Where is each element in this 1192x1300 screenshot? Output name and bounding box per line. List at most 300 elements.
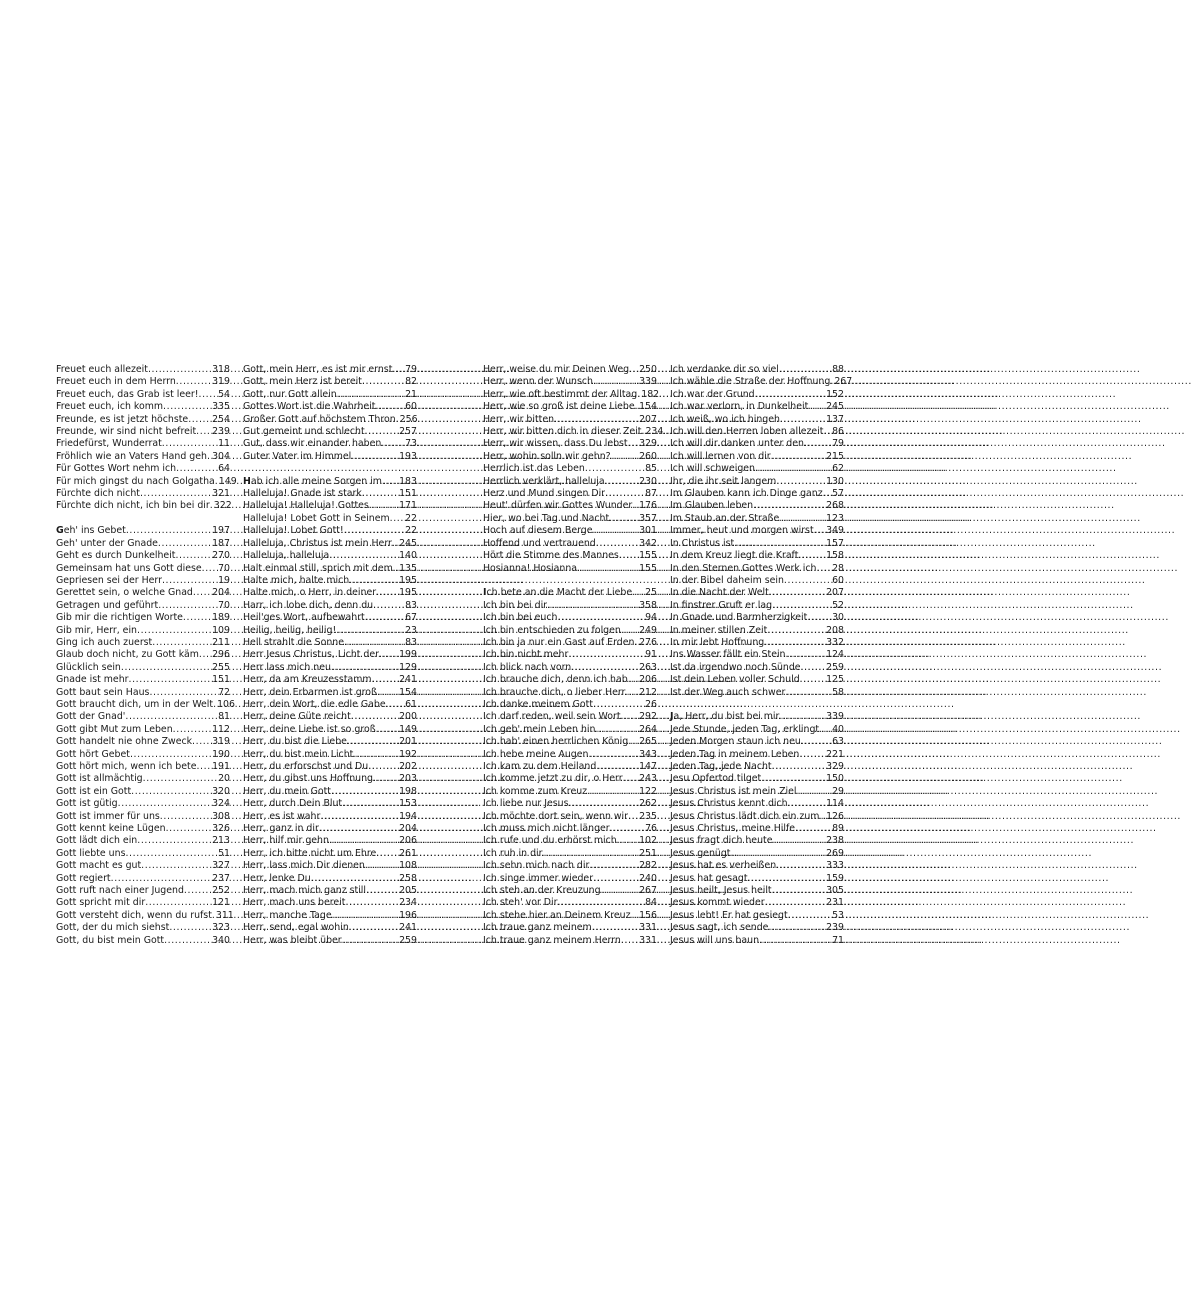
dot-leader	[148, 364, 211, 376]
index-entry	[56, 475, 237, 488]
entry-title: Freuet euch, ich komm	[56, 401, 164, 413]
entry-title: Herr, es ist wahr	[243, 810, 321, 822]
page-number: 339	[639, 376, 657, 388]
page-number: 84	[645, 897, 657, 909]
dot-leader	[755, 389, 825, 401]
index-entry	[56, 662, 230, 674]
entry-title: Gott ruft nach einer Jugend	[56, 885, 184, 897]
entry-title: In meiner stillen Zeit	[670, 624, 768, 636]
dot-leader	[345, 897, 398, 909]
index-entry	[243, 835, 417, 847]
dot-leader	[779, 513, 825, 525]
entry-title: Gott handelt nie ohne Zweck	[56, 736, 193, 748]
index-entry	[243, 910, 417, 922]
page-number: 331	[639, 922, 657, 934]
dot-leader	[347, 736, 398, 748]
dot-leader	[131, 786, 211, 798]
page-number: 71	[832, 934, 844, 946]
entry-title: Herr, manche Tage	[243, 909, 332, 921]
index-entry	[56, 500, 230, 512]
index-entry	[243, 811, 417, 823]
index-entry	[483, 897, 657, 909]
page-number: 154	[399, 686, 417, 698]
page-number: 61	[405, 698, 417, 710]
entry-title: Halleluja! Halleluja! Gottes	[243, 500, 369, 512]
entry-title: Jesus lebt! Er hat gesiegt	[670, 909, 788, 921]
page-number: 106	[217, 698, 235, 710]
page-number: 53	[832, 909, 844, 921]
index-entry	[56, 612, 230, 624]
page-number: 342	[639, 537, 657, 549]
index-column-3	[483, 364, 664, 947]
dot-leader	[776, 860, 825, 872]
index-entry	[243, 612, 417, 624]
index-entry	[670, 848, 844, 860]
index-entry	[670, 724, 844, 736]
page-number: 296	[212, 649, 230, 661]
index-entry	[670, 922, 844, 934]
entry-title: Gott versteht dich, wenn du rufst	[56, 909, 212, 921]
page-number: 63	[832, 736, 844, 748]
page-number: 149	[218, 475, 237, 487]
dot-leader	[621, 625, 638, 637]
entry-title: Ging ich auch zuerst	[56, 636, 153, 648]
page-number: 335	[212, 401, 230, 413]
dot-leader	[329, 550, 398, 562]
index-entry	[670, 538, 844, 550]
page-number: 251	[639, 847, 657, 859]
dot-leader	[784, 575, 831, 587]
index-entry	[483, 662, 657, 674]
index-entry	[483, 388, 660, 401]
dot-leader	[768, 922, 825, 934]
entry-title: Hoffend und vertrauend	[483, 537, 596, 549]
entry-title: Gemeinsam hat uns Gott diese	[56, 562, 202, 574]
dot-leader	[130, 749, 211, 761]
dot-leader	[611, 451, 638, 463]
index-entry	[483, 798, 657, 810]
page-number: 114	[826, 798, 844, 810]
dot-leader	[621, 935, 638, 947]
page-number: 159	[826, 872, 844, 884]
dot-leader	[162, 438, 217, 450]
initial-letter: G	[56, 525, 64, 537]
dot-leader	[141, 860, 211, 872]
entry-title: Ich traue ganz meinem Herrn	[483, 934, 621, 946]
index-entry	[243, 897, 417, 909]
index-entry	[483, 749, 657, 761]
entry-title: Ich brauche dich, denn ich hab	[483, 674, 628, 686]
page-number: 267	[834, 376, 853, 388]
page-number: 268	[826, 500, 844, 512]
index-column-2	[243, 364, 417, 947]
page-number: 76	[645, 823, 657, 835]
index-entry	[670, 687, 844, 699]
entry-title: Ich brauche dich, o lieber Herr	[483, 686, 626, 698]
dot-leader	[800, 674, 825, 686]
index-entry	[483, 860, 657, 872]
page-number: 155	[639, 562, 657, 574]
page-number: 212	[639, 686, 657, 698]
dot-leader	[368, 761, 398, 773]
entry-title: Für Gottes Wort nehm ich	[56, 463, 177, 475]
index-entry	[483, 637, 657, 649]
dot-leader	[801, 736, 831, 748]
entry-title: Halleluja! Lobet Gott in Seinem	[243, 512, 390, 524]
dot-leader	[137, 625, 211, 637]
dot-leader	[605, 488, 644, 500]
index-entry	[243, 649, 417, 661]
dot-leader	[771, 451, 825, 463]
index-entry	[483, 525, 657, 537]
page-number: 150	[826, 773, 844, 785]
entry-title: Ich ruh in dir	[483, 847, 543, 859]
entry-title: Heilig, heilig, heilig!	[243, 624, 337, 636]
index-entry	[483, 414, 657, 426]
index-entry	[670, 451, 844, 463]
page-number: 126	[826, 810, 844, 822]
entry-title: Herr, lenke Du	[243, 872, 311, 884]
dot-leader	[625, 687, 638, 699]
index-entry	[670, 587, 844, 599]
page-number: 22	[405, 525, 417, 537]
entry-title: Jesus fragt dich heute	[670, 835, 773, 847]
index-entry	[56, 563, 230, 575]
page-number: 58	[832, 686, 844, 698]
dot-leader	[797, 786, 832, 798]
page-number: 265	[639, 736, 657, 748]
page-number: 239	[826, 922, 844, 934]
index-entry	[56, 488, 230, 500]
index-entry	[670, 786, 844, 798]
page-number: 308	[212, 810, 230, 822]
index-entry	[483, 376, 657, 388]
page-number: 147	[639, 761, 657, 772]
page-number: 22	[405, 512, 417, 524]
page-number: 237	[212, 872, 230, 884]
entry-title: In Gnade und Barmherzigkeit	[670, 612, 808, 624]
dot-leader	[753, 500, 825, 512]
dot-leader	[619, 550, 638, 562]
dot-leader	[376, 587, 398, 599]
entry-title: Geht es durch Dunkelheit	[56, 550, 176, 562]
dot-leader	[336, 625, 404, 637]
entry-title: Gott lädt dich ein	[56, 835, 138, 847]
index-entry	[670, 513, 844, 525]
entry-title: Guter Vater im Himmel	[243, 450, 352, 462]
entry-title: Ich bin nicht mehr	[483, 649, 569, 661]
dot-leader	[196, 426, 211, 438]
page-number: 79	[405, 364, 417, 375]
entry-title: Ich bin ja nur ein Gast auf Erden	[483, 636, 635, 648]
page-number: 23	[405, 624, 417, 636]
dot-leader	[176, 376, 211, 388]
entry-title: Gott, der du mich siehst	[56, 922, 170, 934]
page-number: 30	[832, 612, 844, 624]
page-number: 197	[212, 525, 230, 537]
entry-title: Ich steh' vor Dir	[483, 897, 558, 909]
entry-title: Gott, du bist mein Gott	[56, 934, 165, 946]
dot-leader	[188, 414, 211, 426]
entry-title: Hoch auf diesem Berge	[483, 525, 593, 537]
index-entry	[670, 873, 844, 885]
page-number: 187	[212, 537, 230, 549]
entry-title: Herr, wir bitten	[483, 413, 555, 425]
dot-leader	[351, 711, 398, 723]
index-entry	[243, 451, 417, 463]
entry-title: Ich war verlorn, in Dunkelheit	[670, 401, 809, 413]
index-entry	[483, 823, 657, 835]
page-number: 258	[399, 872, 417, 884]
dot-leader	[329, 835, 398, 847]
dot-leader	[121, 662, 211, 674]
dot-leader	[629, 364, 638, 376]
index-entry	[56, 909, 234, 922]
dot-leader	[192, 736, 211, 748]
entry-title: Heil'ges Wort, aufbewahrt	[243, 612, 365, 624]
page-number: 321	[212, 488, 230, 500]
dot-leader	[780, 414, 825, 426]
page-number: 137	[826, 413, 844, 425]
entry-title: Ich wähle die Straße der Hoffnung	[670, 376, 831, 388]
dot-leader	[776, 476, 825, 488]
page-number: 151	[399, 488, 417, 500]
index-entry	[483, 786, 657, 798]
dot-leader	[331, 662, 398, 674]
dot-leader	[386, 699, 404, 711]
entry-title: Ich bin bei dir	[483, 599, 548, 611]
page-number: 155	[639, 550, 657, 562]
entry-title: In die Nacht der Welt	[670, 587, 769, 599]
page-number: 327	[212, 860, 230, 872]
index-entry	[483, 563, 657, 575]
page-number: 154	[639, 401, 657, 413]
page-number: 190	[212, 748, 230, 760]
entry-title: Gott, mein Herz ist bereit	[243, 376, 362, 388]
entry-title: Ich komme jetzt zu dir, o Herr	[483, 773, 623, 785]
index-entry	[56, 401, 230, 413]
page-number: 249	[639, 624, 657, 636]
entry-title: Jesus Christus, meine Hilfe	[670, 823, 796, 835]
page-number: 152	[826, 388, 844, 400]
entry-title: Halleluja, halleluja	[243, 550, 330, 562]
page-number: 60	[405, 401, 417, 413]
page-number: 200	[399, 711, 417, 723]
dot-leader	[351, 451, 398, 463]
page-number: 202	[399, 761, 417, 772]
index-entry	[670, 550, 844, 562]
dot-leader	[362, 376, 404, 388]
dot-leader	[767, 625, 825, 637]
page-number: 82	[405, 376, 417, 388]
entry-title: Ich will dir danken unter den	[670, 438, 804, 450]
entry-title: Freunde, wir sind nicht befreit	[56, 426, 197, 438]
entry-title: Gnade ist mehr	[56, 674, 129, 686]
page-number: 21	[405, 388, 417, 400]
page-number: 257	[399, 426, 417, 438]
index-entry	[243, 711, 417, 723]
entry-title: Jede Stunde, jeden Tag, erklingt	[670, 723, 820, 735]
dot-leader	[344, 637, 404, 649]
dot-leader	[332, 910, 398, 922]
entry-title: Gott braucht dich, um in der Welt	[56, 698, 214, 710]
dot-leader	[376, 724, 398, 736]
page-number: 192	[399, 748, 417, 760]
dot-leader	[589, 860, 638, 872]
page-number: 282	[639, 860, 657, 872]
entry-title: Ist der Weg auch schwer	[670, 686, 786, 698]
page-number: 301	[639, 525, 657, 537]
dot-leader	[372, 674, 399, 686]
page-number: 206	[399, 835, 417, 847]
index-entry	[243, 401, 417, 413]
index-entry	[670, 401, 844, 413]
dot-leader	[595, 724, 638, 736]
dot-leader	[164, 935, 211, 947]
index-entry	[243, 525, 417, 537]
entry-title: Gut, dass wir einander haben	[243, 438, 382, 450]
entry-title: Herrlich ist das Leben	[483, 463, 585, 475]
page-number: 176	[639, 500, 657, 512]
page-number: 193	[399, 450, 417, 462]
section-gap	[56, 513, 230, 525]
index-entry	[243, 488, 417, 500]
index-entry	[56, 637, 230, 649]
dot-leader	[344, 525, 404, 537]
entry-title: Gott ist immer für uns	[56, 810, 160, 822]
page-number: 319	[212, 736, 230, 748]
entry-title: Ich komme zum Kreuz	[483, 785, 588, 797]
dot-leader	[779, 364, 831, 376]
entry-title: Herr, du gibst uns Hoffnung	[243, 773, 374, 785]
index-entry	[483, 873, 657, 885]
index-entry	[243, 798, 417, 810]
dot-leader	[199, 649, 211, 661]
entry-title: Gott der Gnad'	[56, 711, 126, 723]
page-number: 29	[832, 785, 844, 797]
page-number: 255	[212, 661, 230, 673]
page-number: 73	[405, 438, 417, 450]
entry-title: Getragen und geführt	[56, 599, 159, 611]
index-entry	[670, 438, 844, 450]
page-number: 171	[399, 500, 417, 512]
dot-leader	[137, 835, 211, 847]
index-entry	[56, 698, 235, 711]
index-entry	[483, 612, 657, 624]
entry-title: Halte mich, halte mich	[243, 574, 350, 586]
dot-leader	[129, 674, 212, 686]
page-number: 85	[645, 463, 657, 475]
dot-leader	[609, 513, 638, 525]
entry-title: Ich will lernen von dir	[670, 450, 771, 462]
page-number: 67	[405, 612, 417, 624]
index-entry	[243, 414, 417, 426]
dot-leader	[788, 798, 826, 810]
entry-title: Herr, ich bitte nicht um Ehre	[243, 847, 377, 859]
page-number: 208	[826, 624, 844, 636]
entry-title: Fürchte dich nicht, ich bin bei dir	[56, 500, 210, 512]
page-number: 333	[826, 860, 844, 872]
entry-title: Jesus heilt, Jesus heilt	[670, 885, 772, 897]
page-number: 198	[399, 785, 417, 797]
index-entry	[56, 935, 230, 947]
dot-leader	[557, 612, 644, 624]
page-number: 54	[218, 388, 230, 400]
dot-leader	[568, 649, 644, 661]
entry-title: Freuet euch in dem Herrn	[56, 376, 176, 388]
index-entry	[670, 364, 844, 376]
page-number: 319	[212, 376, 230, 388]
dot-leader	[158, 538, 211, 550]
page-number: 109	[212, 624, 230, 636]
entry-title: Ich singe immer wieder	[483, 872, 594, 884]
index-entry	[56, 736, 230, 748]
index-entry	[56, 835, 230, 847]
page-number: 81	[218, 711, 230, 723]
page-number: 240	[639, 872, 657, 884]
page-number: 19	[218, 574, 230, 586]
index-entry	[670, 897, 844, 909]
entry-title: Ihr, die ihr seit langem	[670, 475, 777, 487]
page-number: 322	[213, 500, 232, 512]
page-number: 241	[399, 922, 417, 934]
page-number: 324	[212, 798, 230, 810]
index-entry	[56, 674, 230, 686]
page-number: 129	[399, 661, 417, 673]
index-entry	[670, 736, 844, 748]
page-number: 329	[826, 761, 844, 772]
page-number: 245	[826, 401, 844, 413]
entry-title: Halleluja! Gnade ist stark	[243, 488, 362, 500]
dot-leader	[755, 463, 831, 475]
page-number: 182	[641, 388, 660, 400]
index-entry	[243, 823, 417, 835]
index-entry	[483, 699, 657, 711]
dot-leader	[816, 563, 831, 575]
entry-title: Ich danke meinem Gott	[483, 698, 594, 710]
dot-leader	[596, 761, 638, 773]
entry-title: Gerettet sein, o welche Gnad	[56, 587, 193, 599]
page-number: 323	[212, 922, 230, 934]
dot-leader	[628, 674, 638, 686]
index-entry	[243, 761, 417, 773]
page-number: 122	[639, 785, 657, 797]
index-entry	[483, 848, 657, 860]
page-number: 326	[212, 823, 230, 835]
dot-leader	[628, 736, 638, 748]
index-entry	[56, 376, 230, 388]
page-number: 203	[399, 773, 417, 785]
page-number: 86	[832, 426, 844, 438]
index-entry	[670, 476, 844, 488]
entry-title: Herr, was bleibt über	[243, 934, 342, 946]
index-entry	[243, 699, 417, 711]
entry-title: Herz und Mund singen Dir	[483, 488, 606, 500]
page-number: 264	[639, 723, 657, 735]
dot-leader	[111, 873, 211, 885]
page-number: 79	[832, 438, 844, 450]
page-number: 349	[826, 525, 844, 537]
dot-leader	[808, 401, 825, 413]
dot-leader	[319, 823, 398, 835]
index-entry	[670, 563, 844, 575]
index-entry	[56, 600, 230, 612]
page-number: 140	[399, 550, 417, 562]
entry-title: Gott hört mich, wenn ich bete	[56, 761, 197, 772]
entry-title: Ich kam zu dem Heiland	[483, 761, 597, 772]
dot-leader	[193, 587, 211, 599]
index-entry	[56, 885, 230, 897]
